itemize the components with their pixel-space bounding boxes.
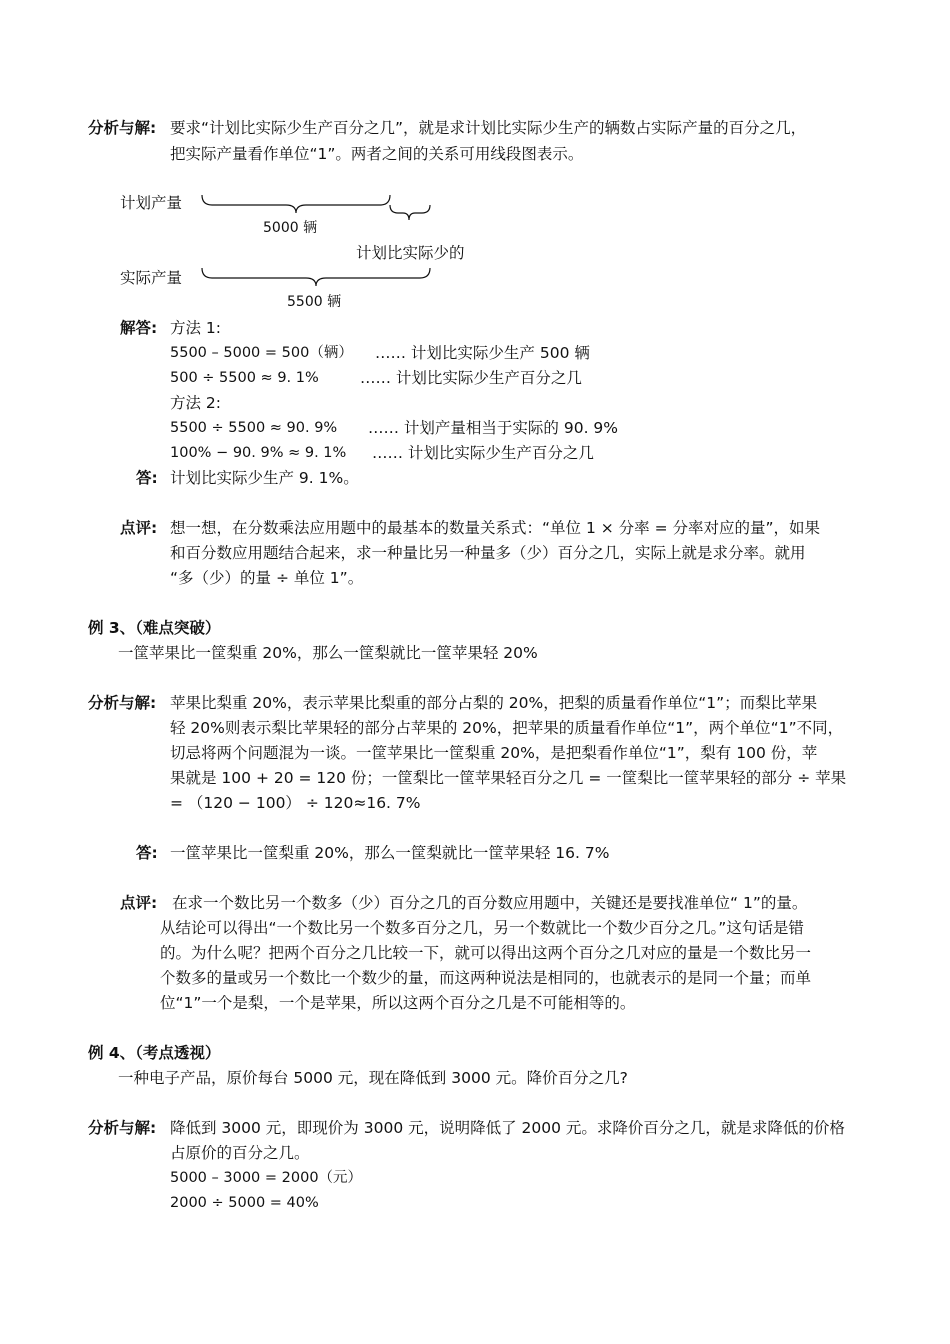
actual-label: 实际产量: [120, 269, 183, 287]
analysis-line: 苹果比梨重 20%，表示苹果比梨重的部分占梨的 20%，把梨的质量看作单位“1”；而梨比苹果: [170, 694, 818, 712]
plan-brace: [202, 195, 390, 213]
method-1-label: 方法 1:: [170, 319, 222, 337]
comment-line: 个数多的量或另一个数比一个数少的量，而这两种说法是相同的，也就表示的是同一个量；而单: [160, 969, 812, 987]
comment-label: 点评:: [120, 894, 158, 912]
analysis-label: 分析与解:: [88, 694, 157, 712]
analysis-label: 分析与解:: [88, 1119, 157, 1137]
equation-note: …… 计划比实际少生产 500 辆: [375, 344, 590, 362]
final-answer-text: 计划比实际少生产 9. 1%。: [170, 469, 359, 487]
analysis-line: 要求“计划比实际少生产百分之几”，就是求计划比实际少生产的辆数占实际产量的百分之几，: [170, 119, 807, 137]
analysis-label: 分析与解:: [88, 119, 157, 137]
difference-brace: [390, 205, 430, 220]
answer-text: 一筐苹果比一筐梨重 20%，那么一筐梨就比一筐苹果轻 16. 7%: [170, 844, 610, 862]
analysis-line: 切忌将两个问题混为一谈。一筐苹果比一筐梨重 20%，是把梨看作单位“1”，梨有 100 份，苹: [170, 744, 818, 762]
example-3-problem: 一筐苹果比一筐梨重 20%，那么一筐梨就比一筐苹果轻 20%: [118, 644, 538, 662]
comment-line: 在求一个数比另一个数多（少）百分之几的百分数应用题中，关键还是要找准单位“ 1”的量。: [172, 894, 808, 912]
comment-line: 和百分数应用题结合起来，求一种量比另一种量多（少）百分之几，实际上就是求分率。就用: [170, 544, 806, 562]
difference-label: 计划比实际少的: [356, 244, 465, 262]
method-2-label: 方法 2:: [170, 394, 222, 412]
example-4-title: 例 4、（考点透视）: [88, 1044, 221, 1062]
final-answer-label: 答:: [136, 469, 158, 487]
comment-line: 想一想，在分数乘法应用题中的最基本的数量关系式：“单位 1 × 分率 = 分率对应的量”，如果: [170, 519, 821, 537]
equation: 5500 ÷ 5500 ≈ 90. 9%: [170, 420, 338, 436]
actual-value: 5500 辆: [287, 294, 342, 310]
equation-note: …… 计划比实际少生产百分之几: [372, 444, 594, 462]
plan-value: 5000 辆: [263, 220, 318, 236]
comment-line: 位“1”一个是梨，一个是苹果，所以这两个百分之几是不可能相等的。: [160, 994, 636, 1012]
equation-note: …… 计划产量相当于实际的 90. 9%: [368, 419, 619, 437]
equation-note: …… 计划比实际少生产百分之几: [360, 369, 582, 387]
comment-line: “多（少）的量 ÷ 单位 1”。: [170, 569, 364, 587]
analysis-line: 把实际产量看作单位“1”。两者之间的关系可用线段图表示。: [170, 145, 584, 163]
equation: 5000 – 3000 = 2000（元）: [170, 1170, 363, 1186]
comment-line: 从结论可以得出“一个数比另一个数多百分之几，另一个数就比一个数少百分之几。”这句话是错: [160, 919, 804, 937]
actual-brace: [202, 268, 430, 286]
comment-label: 点评:: [120, 519, 158, 537]
analysis-line: = （120 − 100） ÷ 120≈16. 7%: [170, 794, 421, 812]
analysis-line: 果就是 100 + 20 = 120 份；一筐梨比一筐苹果轻百分之几 = 一筐梨比一筐苹果轻的部分 ÷ 苹果: [170, 769, 847, 787]
answer-label: 答:: [136, 844, 158, 862]
example-4-problem: 一种电子产品，原价每台 5000 元，现在降低到 3000 元。降价百分之几?: [118, 1069, 628, 1087]
equation: 5500 – 5000 = 500（辆）: [170, 345, 353, 361]
comment-line: 的。为什么呢？把两个百分之几比较一下，就可以得出这两个百分之几对应的量是一个数比另一: [160, 944, 812, 962]
equation: 500 ÷ 5500 ≈ 9. 1%: [170, 370, 319, 386]
equation: 100% − 90. 9% ≈ 9. 1%: [170, 445, 347, 461]
equation: 2000 ÷ 5000 = 40%: [170, 1195, 319, 1211]
analysis-line: 占原价的百分之几。: [170, 1144, 310, 1162]
analysis-line: 降低到 3000 元，即现价为 3000 元，说明降低了 2000 元。求降价百分之几，就是求降低的价格: [170, 1119, 845, 1137]
answer-label: 解答:: [120, 319, 158, 337]
analysis-line: 轻 20%则表示梨比苹果轻的部分占苹果的 20%，把苹果的质量看作单位“1”，两个单位“1”不同，: [170, 719, 844, 737]
plan-label: 计划产量: [120, 194, 183, 212]
example-3-title: 例 3、（难点突破）: [88, 619, 221, 637]
